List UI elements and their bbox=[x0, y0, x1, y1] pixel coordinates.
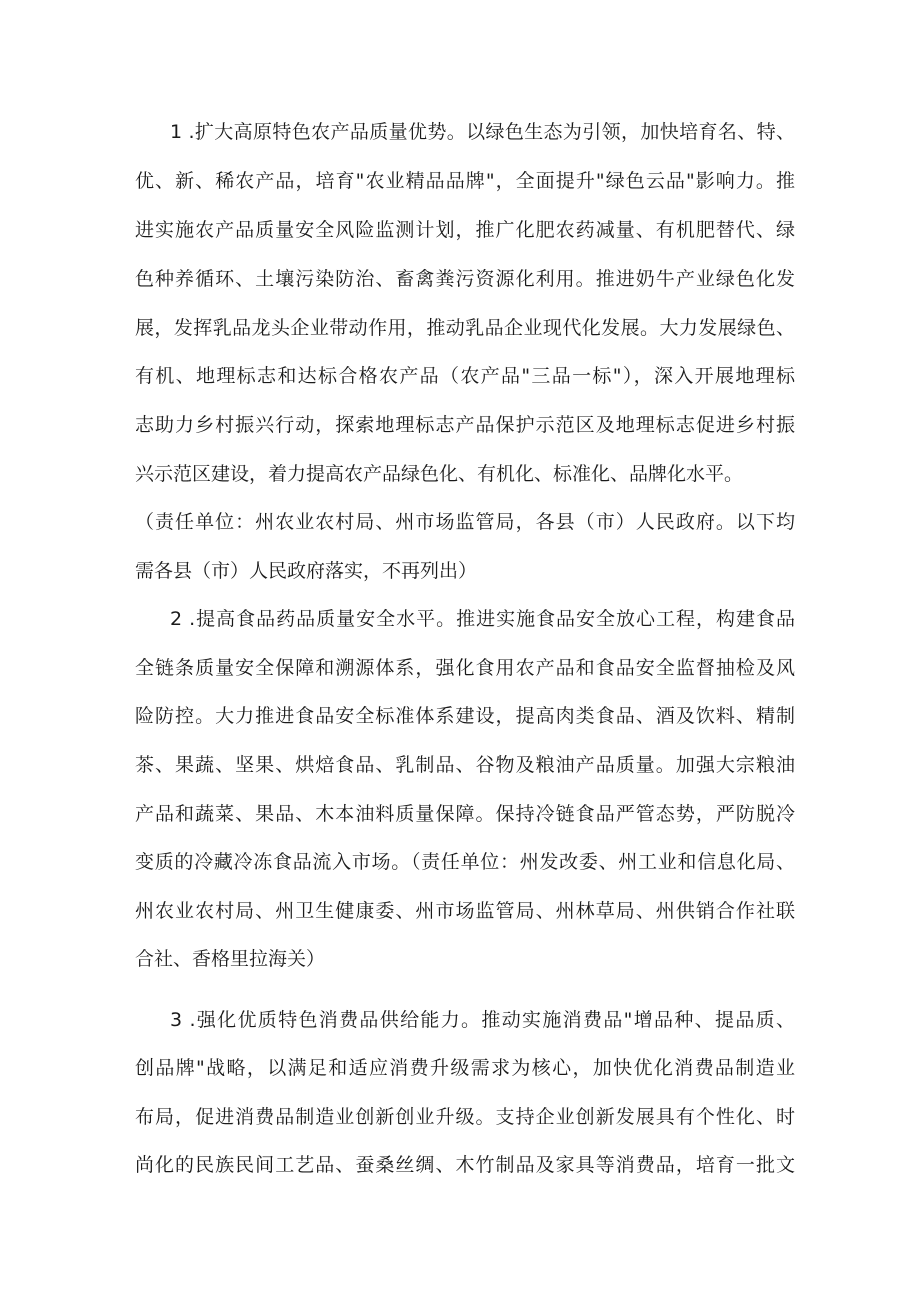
text-line: 优、新、稀农产品，培育"农业精品品牌"，全面提升"绿色云品"影响力。推 bbox=[135, 170, 795, 192]
text-line: 进实施农产品质量安全风险监测计划，推广化肥农药减量、有机肥替代、绿 bbox=[135, 219, 795, 241]
text-line: 险防控。大力推进食品安全标准体系建设，提高肉类食品、酒及饮料、精制 bbox=[135, 705, 795, 727]
text-line: 茶、果蔬、坚果、烘焙食品、乳制品、谷物及粮油产品质量。加强大宗粮油 bbox=[135, 754, 795, 776]
text-line: 1 .扩大高原特色农产品质量优势。以绿色生态为引领，加快培育名、特、 bbox=[170, 121, 795, 143]
text-line: 有机、地理标志和达标合格农产品（农产品"三品一标"），深入开展地理标 bbox=[135, 365, 795, 387]
text-line: 州农业农村局、州卫生健康委、州市场监管局、州林草局、州供销合作社联 bbox=[135, 900, 795, 922]
text-line: 兴示范区建设，着力提高农产品绿色化、有机化、标准化、品牌化水平。 bbox=[135, 463, 744, 485]
text-line: 色种养循环、土壤污染防治、畜禽粪污资源化利用。推进奶牛产业绿色化发 bbox=[135, 268, 795, 290]
text-line: 全链条质量安全保障和溯源体系，强化食用农产品和食品安全监督抽检及风 bbox=[135, 657, 795, 679]
text-line: 合社、香格里拉海关） bbox=[135, 948, 326, 970]
text-line: 产品和蔬菜、果品、木本油料质量保障。保持冷链食品严管态势，严防脱冷 bbox=[135, 803, 795, 825]
text-line: 布局，促进消费品制造业创新创业升级。支持企业创新发展具有个性化、时 bbox=[135, 1106, 795, 1128]
text-line: 2 .提高食品药品质量安全水平。推进实施食品安全放心工程，构建食品 bbox=[170, 608, 795, 630]
text-line: 3 .强化优质特色消费品供给能力。推动实施消费品"增品种、提品质、 bbox=[170, 1009, 795, 1031]
text-line: 尚化的民族民间工艺品、蚕桑丝绸、木竹制品及家具等消费品，培育一批文 bbox=[135, 1154, 795, 1176]
text-line: 志助力乡村振兴行动，探索地理标志产品保护示范区及地理标志促进乡村振 bbox=[135, 414, 795, 436]
text-line: 变质的冷藏冷冻食品流入市场。（责任单位：州发改委、州工业和信息化局、 bbox=[135, 851, 795, 873]
text-line: （责任单位：州农业农村局、州市场监管局，各县（市）人民政府。以下均 bbox=[135, 511, 795, 533]
text-line: 需各县（市）人民政府落实，不再列出） bbox=[135, 560, 478, 582]
text-line: 创品牌"战略，以满足和适应消费升级需求为核心，加快优化消费品制造业 bbox=[135, 1057, 795, 1079]
text-line: 展，发挥乳品龙头企业带动作用，推动乳品企业现代化发展。大力发展绿色、 bbox=[135, 317, 795, 339]
